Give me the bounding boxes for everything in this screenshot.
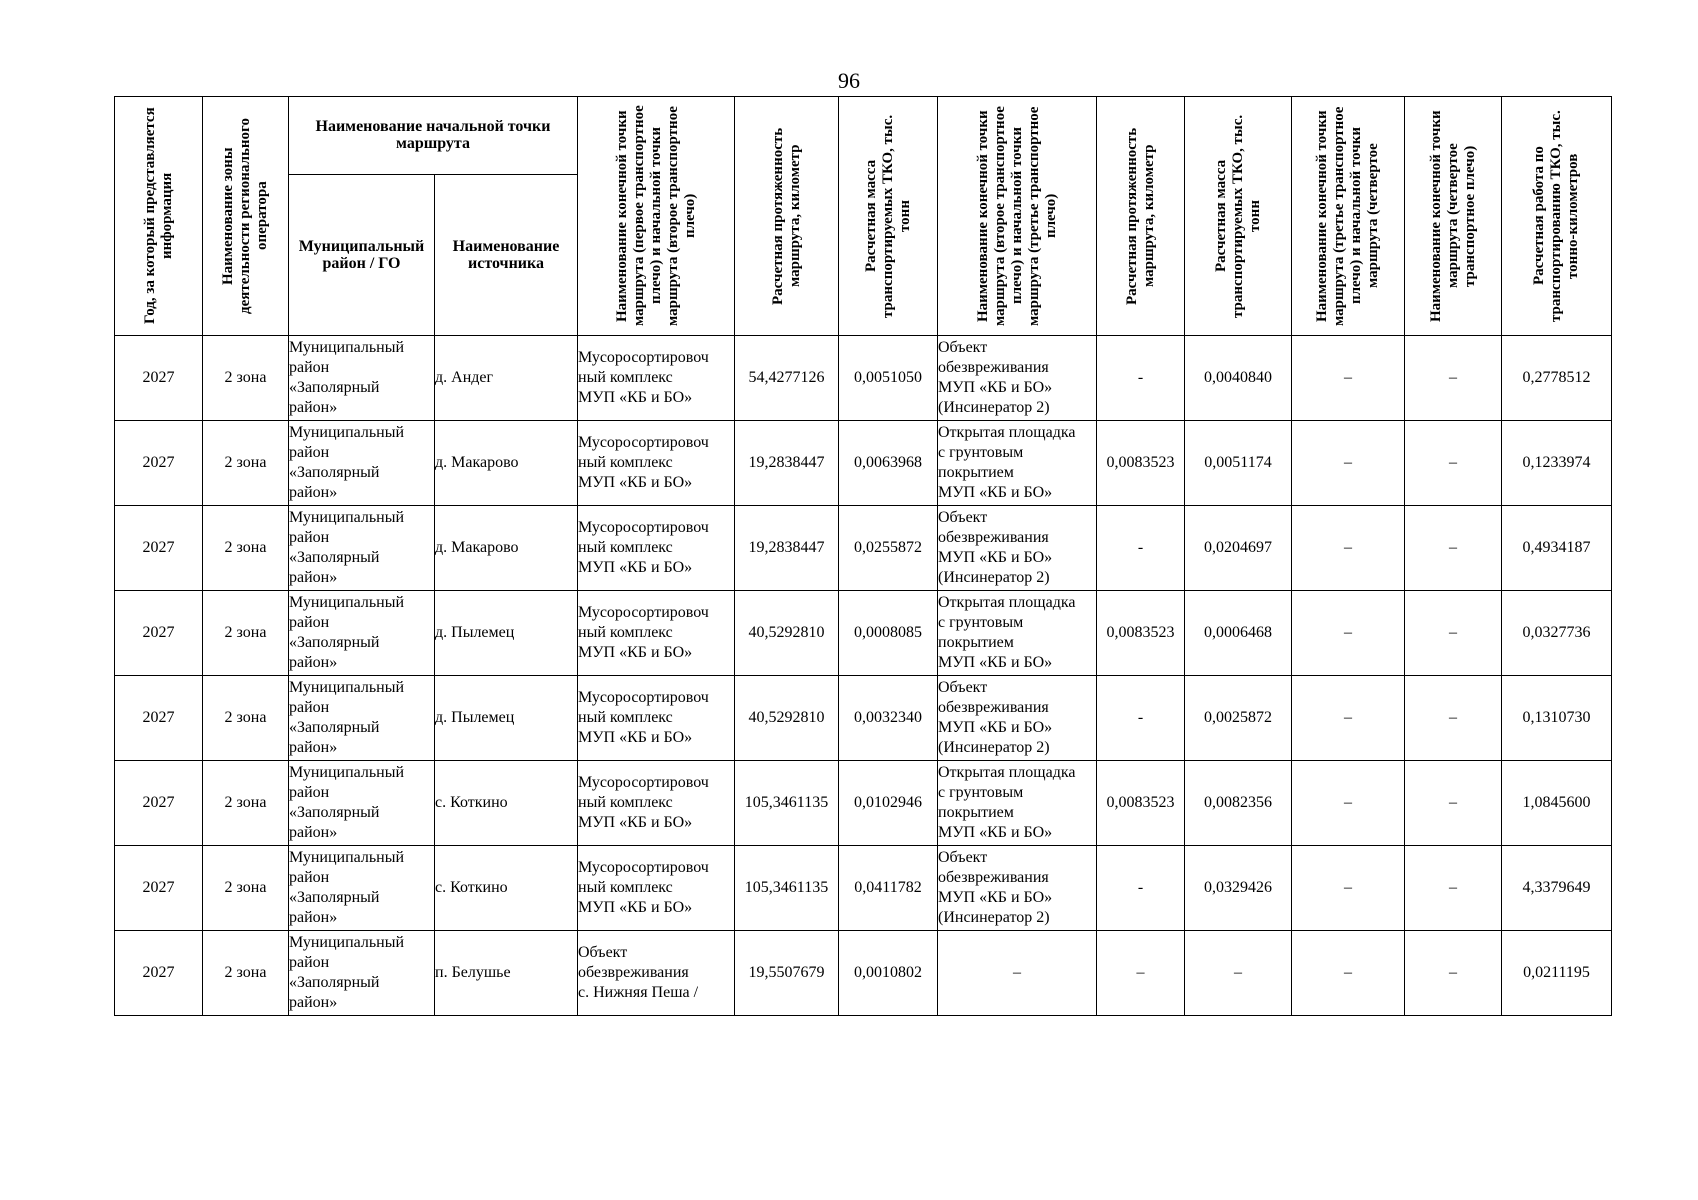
cell-end-point-4: – [1405,846,1502,931]
cell-end-point-4: – [1405,421,1502,506]
cell-length-2: - [1097,676,1185,761]
cell-year: 2027 [115,761,203,846]
cell-mass-2: 0,0329426 [1185,846,1292,931]
cell-municipality [289,591,435,676]
cell-end-point-4: – [1405,676,1502,761]
cell-end-point-2-line: МУП «КБ и БО» [938,654,1053,671]
cell-end-point-1-line: Мусоросортировоч [578,774,709,791]
header-end-point-4: Наименование конечной точки маршрута (четвертое транспортное плечо) [1405,97,1502,336]
cell-municipality-line: «Заполярный [289,464,380,481]
header-source: Наименование источника [435,174,578,335]
cell-zone: 2 зона [203,931,289,1016]
cell-end-point-2-line: МУП «КБ и БО» [938,719,1053,736]
header-transport-work: Расчетная работа по транспортированию ТКО, тыс. тонно-километров [1502,97,1612,336]
cell-end-point-1-line: ный комплекс [578,879,673,896]
cell-end-point-2 [938,931,1097,1016]
cell-mass-2: 0,0025872 [1185,676,1292,761]
cell-end-point-1-line: МУП «КБ и БО» [578,644,693,661]
cell-municipality-line: район» [289,569,338,586]
cell-transport-work: 0,1310730 [1502,676,1612,761]
cell-municipality-line: район» [289,909,338,926]
cell-end-point-3: – [1292,591,1405,676]
cell-mass-2: 0,0082356 [1185,761,1292,846]
cell-municipality-line: Муниципальный [289,594,405,611]
cell-municipality-line: район [289,699,330,716]
cell-municipality-line: район» [289,824,338,841]
cell-end-point-4: – [1405,336,1502,421]
cell-municipality-line: «Заполярный [289,379,380,396]
cell-municipality [289,336,435,421]
cell-municipality-line: Муниципальный [289,679,405,696]
cell-end-point-2-line: Открытая площадка [938,764,1076,781]
cell-length-2: 0,0083523 [1097,421,1185,506]
cell-transport-work: 0,2778512 [1502,336,1612,421]
cell-mass-1: 0,0010802 [839,931,938,1016]
cell-end-point-2-line: (Инсинератор 2) [938,569,1050,586]
cell-municipality-line: район» [289,484,338,501]
cell-zone: 2 зона [203,421,289,506]
cell-transport-work: 0,1233974 [1502,421,1612,506]
cell-length-2: - [1097,846,1185,931]
cell-mass-1: 0,0411782 [839,846,938,931]
header-length-1: Расчетная протяженность маршрута, километр [735,97,839,336]
cell-end-point-3: – [1292,506,1405,591]
cell-municipality-line: район [289,954,330,971]
cell-end-point-2-line: с грунтовым [938,614,1024,631]
cell-end-point-2-line: Открытая площадка [938,594,1076,611]
cell-municipality-line: Муниципальный [289,339,405,356]
cell-transport-work: 4,3379649 [1502,846,1612,931]
cell-end-point-1 [578,761,735,846]
cell-zone: 2 зона [203,761,289,846]
cell-municipality-line: район [289,444,330,461]
cell-transport-work: 0,4934187 [1502,506,1612,591]
cell-municipality-line: «Заполярный [289,634,380,651]
table-row [115,336,1612,421]
header-end-point-1: Наименование конечной точки маршрута (первое транспортное плечо) и начальной точки маршрута (второе транспортное плечо) [578,97,735,336]
cell-end-point-1-line: МУП «КБ и БО» [578,389,693,406]
cell-length-1: 19,5507679 [735,931,839,1016]
cell-end-point-2-line: обезвреживания [938,699,1049,716]
cell-municipality-line: Муниципальный [289,424,405,441]
cell-municipality-line: район» [289,399,338,416]
cell-end-point-1-line: ный комплекс [578,369,673,386]
cell-end-point-1 [578,591,735,676]
page-number: 96 [838,68,860,93]
cell-end-point-1-line: Мусоросортировоч [578,859,709,876]
cell-source: д. Пылемец [435,591,578,676]
cell-municipality [289,506,435,591]
cell-end-point-2 [938,591,1097,676]
cell-end-point-2-line: Объект [938,849,988,866]
cell-end-point-2 [938,421,1097,506]
cell-source: д. Макарово [435,506,578,591]
cell-end-point-2-line: Объект [938,339,988,356]
cell-mass-1: 0,0063968 [839,421,938,506]
cell-source: п. Белушье [435,931,578,1016]
cell-end-point-1-line: Мусоросортировоч [578,519,709,536]
cell-municipality-line: «Заполярный [289,804,380,821]
cell-end-point-2-line: покрытием [938,464,1014,481]
cell-municipality-line: Муниципальный [289,934,405,951]
cell-end-point-1-line: ный комплекс [578,624,673,641]
cell-end-point-1-line: ный комплекс [578,709,673,726]
header-mass-2: Расчетная масса транспортируемых ТКО, тыс. тонн [1185,97,1292,336]
cell-municipality-line: Муниципальный [289,509,405,526]
cell-municipality-line: район» [289,739,338,756]
cell-end-point-2-line: Открытая площадка [938,424,1076,441]
cell-end-point-2-line: обезвреживания [938,869,1049,886]
cell-end-point-2-line: МУП «КБ и БО» [938,824,1053,841]
cell-end-point-3: – [1292,336,1405,421]
cell-end-point-3: – [1292,931,1405,1016]
cell-length-1: 105,3461135 [735,761,839,846]
cell-length-2: – [1097,931,1185,1016]
cell-municipality-line: Муниципальный [289,764,405,781]
cell-end-point-1-line: Объект [578,944,628,961]
cell-mass-2: 0,0204697 [1185,506,1292,591]
cell-end-point-1-line: МУП «КБ и БО» [578,474,693,491]
cell-transport-work: 1,0845600 [1502,761,1612,846]
cell-mass-1: 0,0255872 [839,506,938,591]
cell-length-2: - [1097,336,1185,421]
cell-length-2: 0,0083523 [1097,591,1185,676]
cell-end-point-4: – [1405,506,1502,591]
cell-end-point-1-line: Мусоросортировоч [578,689,709,706]
cell-municipality [289,931,435,1016]
table-row [115,846,1612,931]
cell-length-1: 40,5292810 [735,676,839,761]
cell-length-1: 40,5292810 [735,591,839,676]
cell-transport-work: 0,0211195 [1502,931,1612,1016]
cell-end-point-2-line: покрытием [938,804,1014,821]
cell-end-point-2-line: МУП «КБ и БО» [938,484,1053,501]
cell-end-point-2-line: МУП «КБ и БО» [938,889,1053,906]
cell-municipality-line: «Заполярный [289,974,380,991]
cell-municipality-line: район [289,359,330,376]
header-start-point: Наименование начальной точки маршрута [289,97,578,175]
cell-year: 2027 [115,846,203,931]
routes-table [114,96,1612,1016]
cell-mass-2: 0,0006468 [1185,591,1292,676]
cell-end-point-2-line: (Инсинератор 2) [938,399,1050,416]
cell-end-point-1-line: МУП «КБ и БО» [578,899,693,916]
cell-year: 2027 [115,676,203,761]
cell-end-point-1 [578,421,735,506]
header-end-point-2: Наименование конечной точки маршрута (второе транспортное плечо) и начальной точки маршрута (третье транспортное плечо) [938,97,1097,336]
cell-municipality-line: «Заполярный [289,889,380,906]
cell-end-point-2-line: Объект [938,509,988,526]
cell-end-point-3: – [1292,676,1405,761]
table-row [115,931,1612,1016]
cell-end-point-3: – [1292,421,1405,506]
cell-length-2: 0,0083523 [1097,761,1185,846]
cell-mass-1: 0,0008085 [839,591,938,676]
cell-year: 2027 [115,931,203,1016]
cell-mass-1: 0,0102946 [839,761,938,846]
cell-end-point-3: – [1292,761,1405,846]
table-body [115,336,1612,1016]
cell-end-point-1-line: ный комплекс [578,539,673,556]
cell-municipality-line: район [289,869,330,886]
table-row [115,421,1612,506]
cell-mass-1: 0,0032340 [839,676,938,761]
cell-end-point-1-line: с. Нижняя Пеша / [578,984,699,1001]
cell-end-point-4: – [1405,931,1502,1016]
header-year: Год, за который представляется информация [115,97,203,336]
table-header [115,97,1612,336]
cell-source: д. Пылемец [435,676,578,761]
cell-end-point-1-line: Мусоросортировоч [578,349,709,366]
cell-municipality-line: район [289,784,330,801]
cell-municipality [289,421,435,506]
cell-year: 2027 [115,421,203,506]
cell-end-point-1 [578,846,735,931]
table-row [115,591,1612,676]
cell-zone: 2 зона [203,676,289,761]
table-row [115,761,1612,846]
cell-end-point-1-line: МУП «КБ и БО» [578,729,693,746]
cell-transport-work: 0,0327736 [1502,591,1612,676]
cell-municipality-line: «Заполярный [289,549,380,566]
cell-municipality-line: Муниципальный [289,849,405,866]
cell-end-point-1 [578,676,735,761]
cell-end-point-2-line: МУП «КБ и БО» [938,379,1053,396]
cell-source: с. Коткино [435,846,578,931]
cell-source: д. Макарово [435,421,578,506]
cell-end-point-2-line: обезвреживания [938,529,1049,546]
cell-mass-2: – [1185,931,1292,1016]
cell-end-point-4: – [1405,591,1502,676]
cell-length-1: 54,4277126 [735,336,839,421]
cell-end-point-2-line: МУП «КБ и БО» [938,549,1053,566]
cell-end-point-4: – [1405,761,1502,846]
cell-end-point-1-line: обезвреживания [578,964,689,981]
cell-end-point-2 [938,676,1097,761]
cell-end-point-2 [938,761,1097,846]
cell-municipality [289,676,435,761]
cell-length-1: 19,2838447 [735,421,839,506]
cell-end-point-1-line: Мусоросортировоч [578,604,709,621]
cell-end-point-2-line: Объект [938,679,988,696]
cell-year: 2027 [115,336,203,421]
cell-source: с. Коткино [435,761,578,846]
header-municipality: Муниципальный район / ГО [289,174,435,335]
cell-source: д. Андег [435,336,578,421]
cell-end-point-2-line: – [1013,964,1021,981]
cell-end-point-2 [938,506,1097,591]
cell-end-point-1-line: ный комплекс [578,454,673,471]
cell-mass-2: 0,0051174 [1185,421,1292,506]
cell-zone: 2 зона [203,846,289,931]
cell-municipality [289,846,435,931]
cell-length-1: 105,3461135 [735,846,839,931]
cell-municipality-line: «Заполярный [289,719,380,736]
cell-end-point-2-line: обезвреживания [938,359,1049,376]
cell-municipality-line: район [289,529,330,546]
header-length-2: Расчетная протяженность маршрута, километр [1097,97,1185,336]
cell-length-2: - [1097,506,1185,591]
cell-end-point-2-line: с грунтовым [938,444,1024,461]
cell-end-point-1-line: ный комплекс [578,794,673,811]
header-mass-1: Расчетная масса транспортируемых ТКО, тыс. тонн [839,97,938,336]
cell-end-point-2-line: (Инсинератор 2) [938,739,1050,756]
cell-end-point-1 [578,931,735,1016]
cell-year: 2027 [115,506,203,591]
cell-municipality-line: район [289,614,330,631]
cell-end-point-1-line: МУП «КБ и БО» [578,814,693,831]
cell-end-point-1 [578,506,735,591]
cell-end-point-2-line: (Инсинератор 2) [938,909,1050,926]
cell-end-point-3: – [1292,846,1405,931]
cell-end-point-1-line: Мусоросортировоч [578,434,709,451]
cell-end-point-2 [938,846,1097,931]
cell-zone: 2 зона [203,506,289,591]
cell-zone: 2 зона [203,591,289,676]
cell-end-point-1 [578,336,735,421]
cell-mass-2: 0,0040840 [1185,336,1292,421]
cell-year: 2027 [115,591,203,676]
cell-zone: 2 зона [203,336,289,421]
cell-municipality-line: район» [289,994,338,1011]
cell-municipality [289,761,435,846]
table-row [115,506,1612,591]
cell-end-point-2-line: покрытием [938,634,1014,651]
cell-end-point-2 [938,336,1097,421]
cell-end-point-1-line: МУП «КБ и БО» [578,559,693,576]
table-row [115,676,1612,761]
cell-end-point-2-line: с грунтовым [938,784,1024,801]
header-end-point-3: Наименование конечной точки маршрута (третье транспортное плечо) и начальной точки маршрута (четвертое [1292,97,1405,336]
header-zone: Наименование зоны деятельности регионального оператора [203,97,289,336]
cell-length-1: 19,2838447 [735,506,839,591]
cell-municipality-line: район» [289,654,338,671]
cell-mass-1: 0,0051050 [839,336,938,421]
